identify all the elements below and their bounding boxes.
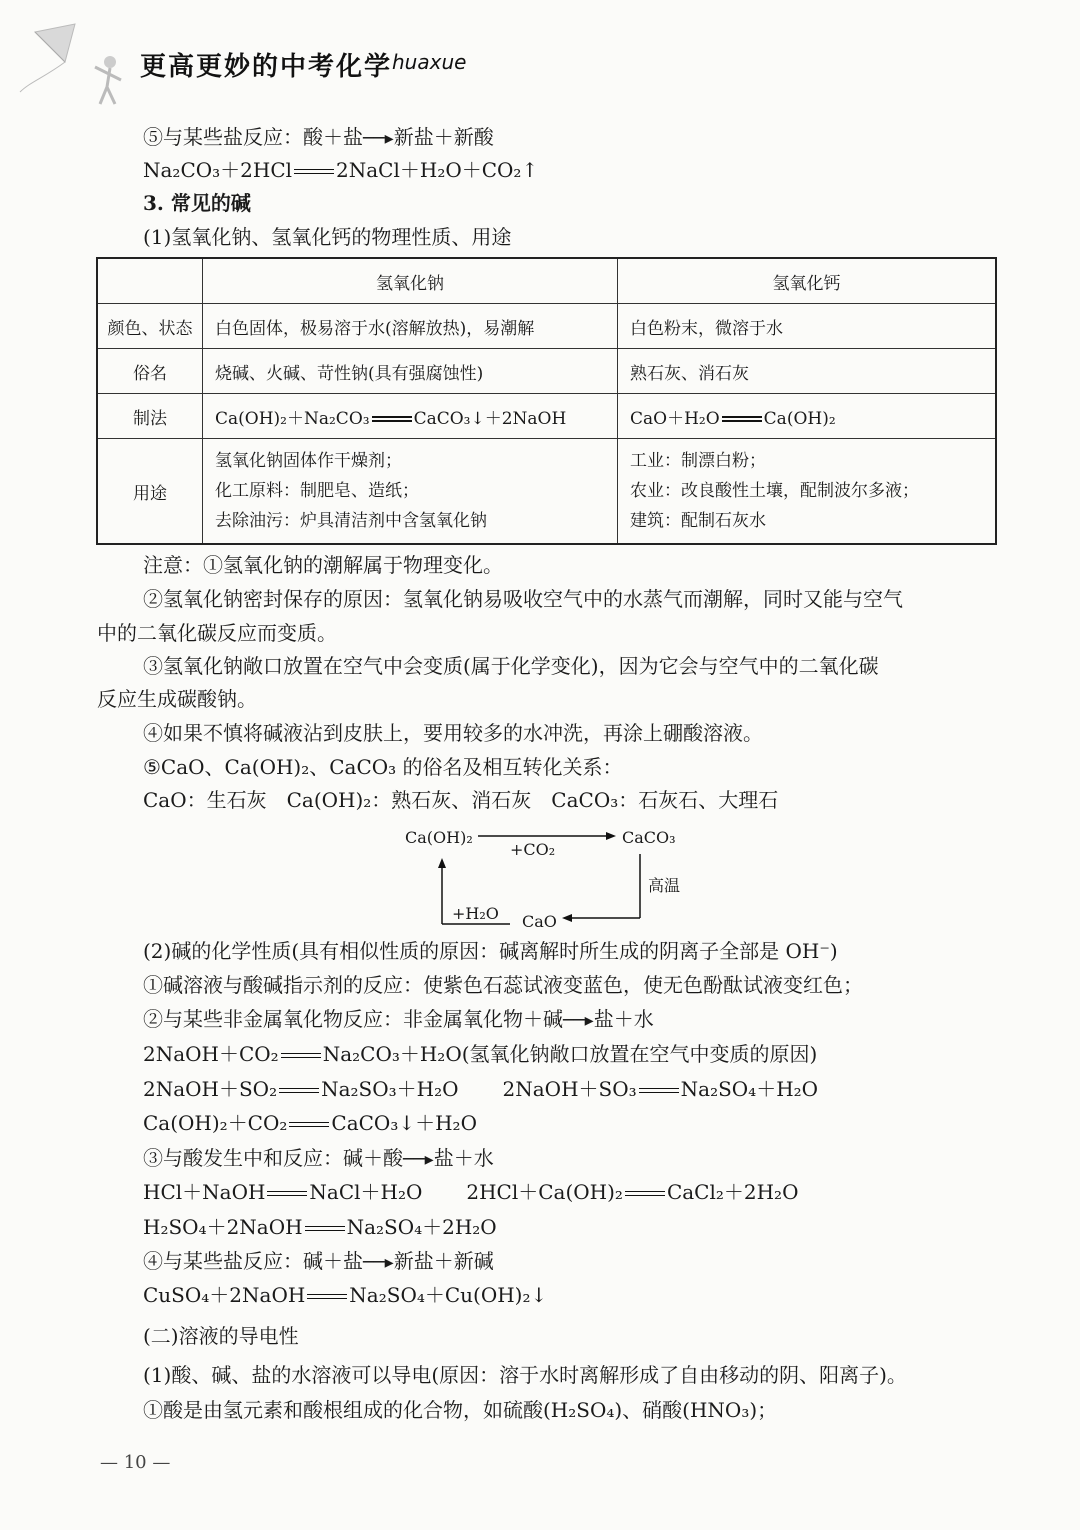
- row-label: 用途: [97, 439, 203, 545]
- node-caoh2: Ca(OH)₂: [405, 828, 473, 847]
- section-heading: 3. 常见的碱: [143, 191, 251, 215]
- conversion-diagram: [400, 820, 700, 940]
- book-title: 更高更妙的中考化学: [140, 52, 393, 82]
- label-h2o: +H₂O: [452, 904, 499, 923]
- text-line: (2)碱的化学性质(具有相似性质的原因：碱离解时所生成的阴离子全部是 OH⁻): [143, 939, 838, 963]
- table-row: [97, 304, 996, 349]
- text-line: ②与某些非金属氧化物反应：非金属氧化物＋碱──▸盐＋水: [143, 1007, 654, 1031]
- equation: Ca(OH)₂＋CO₂ CaCO₃↓＋H₂O: [143, 1111, 477, 1135]
- row-label: 俗名: [97, 349, 203, 394]
- text-line: ①酸是由氢元素和酸根组成的化合物，如硫酸(H₂SO₄)、硝酸(HNO₃)；: [143, 1398, 778, 1422]
- node-cao: CaO: [522, 912, 557, 931]
- text-line: ①碱溶液与酸碱指示剂的反应：使紫色石蕊试液变蓝色，使无色酚酞试液变红色；: [143, 973, 863, 997]
- table-header-cell: [97, 258, 203, 304]
- table-cell: 熟石灰、消石灰: [618, 349, 997, 394]
- table-header-cell: 氢氧化钠: [203, 258, 618, 304]
- note: CaO：生石灰 Ca(OH)₂：熟石灰、消石灰 CaCO₃：石灰石、大理石: [143, 788, 779, 812]
- equation: Na₂CO₃＋2HCl 2NaCl＋H₂O＋CO₂↑: [143, 158, 539, 182]
- equation: CuSO₄＋2NaOH Na₂SO₄＋Cu(OH)₂↓: [143, 1283, 548, 1307]
- page-number: — 10 —: [100, 1452, 171, 1473]
- text-line: (1)酸、碱、盐的水溶液可以导电(原因：溶于水时离解形成了自由移动的阴、阳离子)。: [143, 1363, 907, 1387]
- equation: 2NaOH＋SO₂ Na₂SO₃＋H₂O 2NaOH＋SO₃ Na₂SO₄＋H₂O: [143, 1077, 819, 1101]
- table-cell: 氢氧化钠固体作干燥剂； 化工原料：制肥皂、造纸； 去除油污：炉具清洁剂中含氢氧化钠: [203, 439, 618, 545]
- table-row: [97, 394, 996, 439]
- diagram-arrows-icon: [400, 820, 700, 940]
- equation: 2NaOH＋CO₂ Na₂CO₃＋H₂O(氢氧化钠敞口放置在空气中变质的原因): [143, 1042, 818, 1066]
- note: ②氢氧化钠密封保存的原因：氢氧化钠易吸收空气中的水蒸气而潮解，同时又能与空气: [143, 587, 903, 611]
- note: 注意：①氢氧化钠的潮解属于物理变化。: [143, 553, 503, 577]
- arrow-icon: ──▸: [363, 128, 394, 149]
- table-cell: CaO＋H₂O Ca(OH)₂: [618, 394, 997, 439]
- node-caco3: CaCO₃: [622, 828, 676, 847]
- text-line: ③与酸发生中和反应：碱＋酸──▸盐＋水: [143, 1146, 494, 1170]
- note: ⑤CaO、Ca(OH)₂、CaCO₃ 的俗名及相互转化关系：: [143, 755, 623, 779]
- table-cell: Ca(OH)₂＋Na₂CO₃ CaCO₃↓＋2NaOH: [203, 394, 618, 439]
- table-cell: 工业：制漂白粉； 农业：改良酸性土壤，配制波尔多液； 建筑：配制石灰水: [618, 439, 997, 545]
- note: ③氢氧化钠敞口放置在空气中会变质(属于化学变化)，因为它会与空气中的二氧化碳: [143, 654, 879, 678]
- note: 中的二氧化碳反应而变质。: [97, 621, 337, 645]
- table-row: [97, 439, 996, 545]
- row-label: 制法: [97, 394, 203, 439]
- row-label: 颜色、状态: [97, 304, 203, 349]
- equation: HCl＋NaOH NaCl＋H₂O 2HCl＋Ca(OH)₂ CaCl₂＋2H₂O: [143, 1180, 799, 1204]
- equation: H₂SO₄＋2NaOH Na₂SO₄＋2H₂O: [143, 1215, 497, 1239]
- text-line: ⑤与某些盐反应：酸＋盐──▸新盐＋新酸: [143, 125, 494, 149]
- properties-table: [96, 257, 997, 545]
- table-header-cell: 氢氧化钙: [618, 258, 997, 304]
- equals-icon: [292, 167, 336, 177]
- page-header: [0, 0, 1080, 120]
- label-co2: +CO₂: [510, 840, 556, 859]
- table-header-row: [97, 258, 996, 304]
- subheading: (1)氢氧化钠、氢氧化钙的物理性质、用途: [143, 225, 512, 249]
- kite-boy-icon: [15, 22, 135, 112]
- label-high-temp: 高温: [648, 876, 681, 895]
- table-cell: 烧碱、火碱、苛性钠(具有强腐蚀性): [203, 349, 618, 394]
- book-subtitle: huaxue: [392, 50, 467, 74]
- note: ④如果不慎将碱液沾到皮肤上，要用较多的水冲洗，再涂上硼酸溶液。: [143, 721, 763, 745]
- text-line: ④与某些盐反应：碱＋盐──▸新盐＋新碱: [143, 1249, 494, 1273]
- table-row: [97, 349, 996, 394]
- table-cell: 白色固体，极易溶于水(溶解放热)，易潮解: [203, 304, 618, 349]
- section-heading: (二)溶液的导电性: [143, 1324, 299, 1348]
- table-cell: 白色粉末，微溶于水: [618, 304, 997, 349]
- note: 反应生成碳酸钠。: [97, 687, 257, 711]
